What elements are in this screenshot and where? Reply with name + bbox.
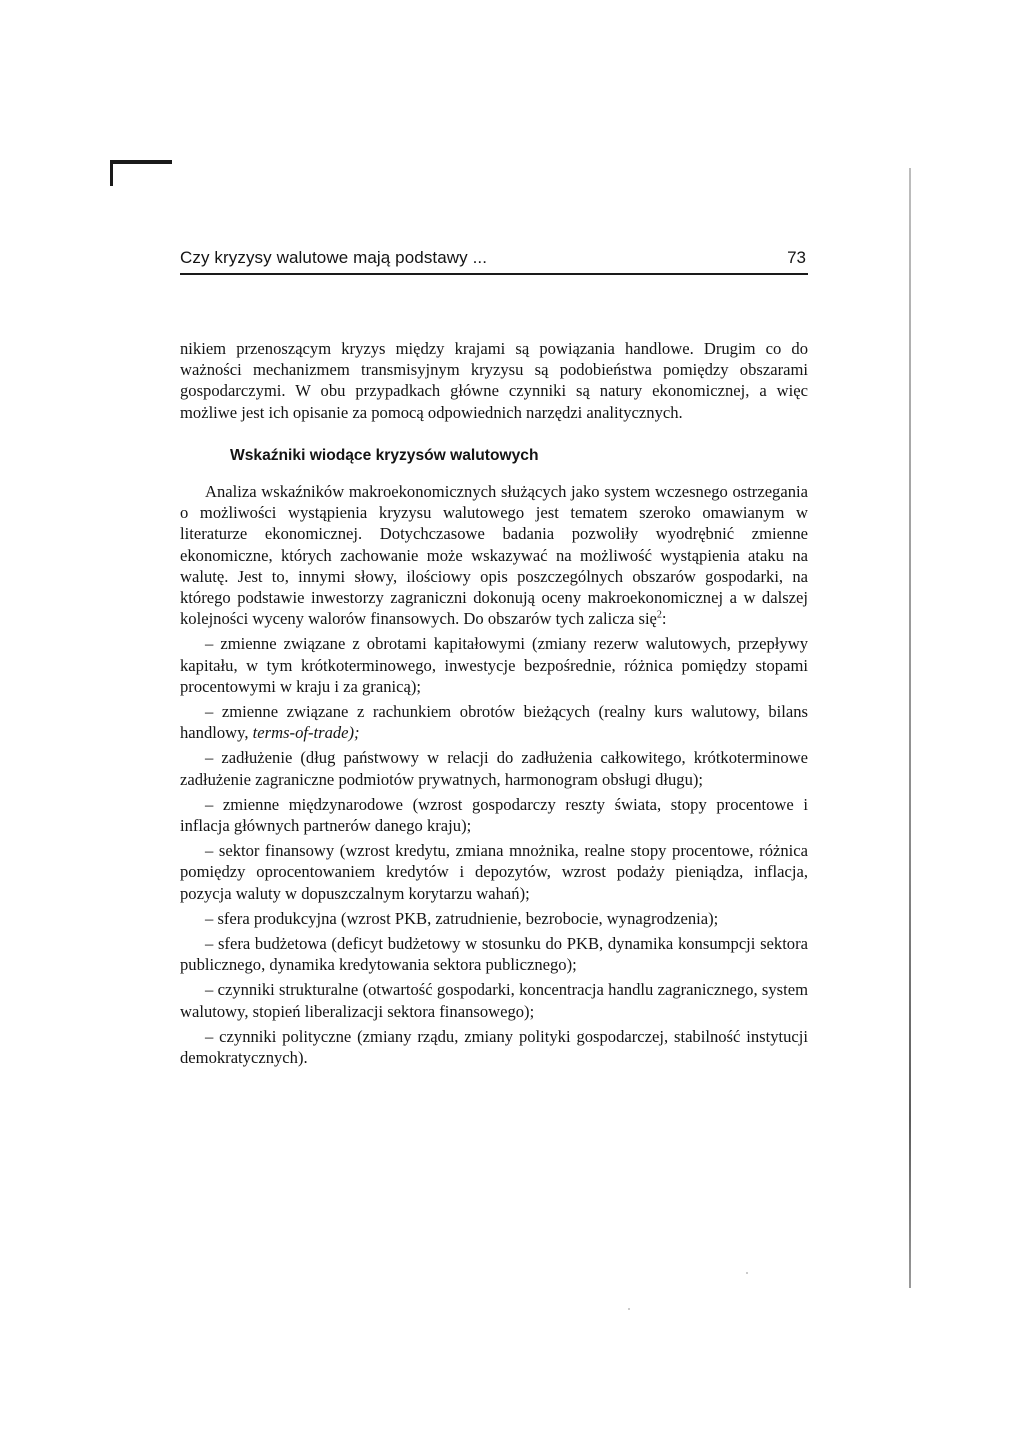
scan-corner-mark (110, 160, 172, 164)
header-rule (180, 273, 808, 275)
section-heading: Wskaźniki wiodące kryzysów walutowych (230, 446, 539, 464)
list-item: – zmienne międzynarodowe (wzrost gospodarczy reszty świata, stopy procentowe i inflacja głównych partnerów danego kraju); (180, 794, 808, 836)
page-number: 73 (787, 248, 806, 267)
scan-speck (746, 1272, 748, 1274)
scan-speck (628, 1308, 630, 1310)
main-paragraph-end: : (661, 609, 667, 629)
list-item: – zmienne związane z obrotami kapitałowymi (zmiany rezerw walutowych, przepływy kapitału, w tym krótkoterminowego, inwestycje bezpośrednie, różnica pomiędzy stopami procentowymi w kraju i za granicą); (180, 634, 808, 696)
main-paragraph (180, 481, 808, 629)
list-item: – czynniki strukturalne (otwartość gospodarki, koncentracja handlu zagranicznego, system walutowy, stopień liberalizacji sektora finansowego); (180, 980, 808, 1021)
scan-corner-mark-vertical (110, 160, 113, 186)
list-item: – sfera produkcyjna (wzrost PKB, zatrudnienie, bezrobocie, wynagrodzenia); (205, 908, 719, 928)
scan-page-edge (909, 168, 911, 1288)
list-item: – czynniki polityczne (zmiany rządu, zmiany polityki gospodarczej, stabilność instytucji demokratycznych). (180, 1026, 808, 1068)
list-item: – sektor finansowy (wzrost kredytu, zmiana mnożnika, realne stopy procentowe, różnica pomiędzy oprocentowaniem kredytów i depozytów, wzrost podaży pieniądza, inflacja, pozycja waluty w dopuszczalnym korytarzu wahań); (180, 841, 808, 903)
page-body (180, 338, 808, 1068)
list-item (180, 701, 808, 743)
running-head (180, 248, 808, 270)
running-title: Czy kryzysy walutowe mają podstawy ... (180, 248, 488, 267)
list-item: – zadłużenie (dług państwowy w relacji do zadłużenia całkowitego, krótkoterminowe zadłużenie zagraniczne podmiotów prywatnych, harmonogram obsługi długu); (180, 748, 808, 789)
main-paragraph-text: Analiza wskaźników makroekonomicznych służących jako system wczesnego ostrzegania o możliwości wystąpienia kryzysu walutowego jest tematem szeroko omawianym w literaturze ekonomicznej. Dotychczasowe badania pozwoliły wyodrębnić zmienne ekonomiczne, których zachowanie może wskazywać na możliwość wystąpienia ataku na walutę. Jest to, innymi słowy, ilościowy opis poszczególnych obszarów gospodarki, na którego podstawie inwestorzy zagraniczni dokonują oceny makroekonomicznej a w dalszej kolejności wyceny walorów finansowych. Do obszarów tych zalicza się (180, 482, 808, 629)
list-item-text: – zmienne związane z rachunkiem obrotów bieżących (realny kurs walutowy, bilans handlowy, (180, 702, 808, 743)
footnote-reference: 2 (656, 609, 662, 621)
intro-paragraph: nikiem przenoszącym kryzys między krajami są powiązania handlowe. Drugim co do ważności mechanizmem transmisyjnym kryzysu są podobieństwa pomiędzy obszarami gospodarczymi. W obu przypadkach główne czynniki są natury ekonomicznej, a więc możliwe jest ich opisanie za pomocą odpowiednich narzędzi analitycznych. (180, 339, 808, 422)
list-item-italic-term: terms-of-trade); (252, 723, 360, 743)
list-item: – sfera budżetowa (deficyt budżetowy w stosunku do PKB, dynamika konsumpcji sektora publicznego, dynamika kredytowania sektora publicznego); (180, 934, 808, 975)
